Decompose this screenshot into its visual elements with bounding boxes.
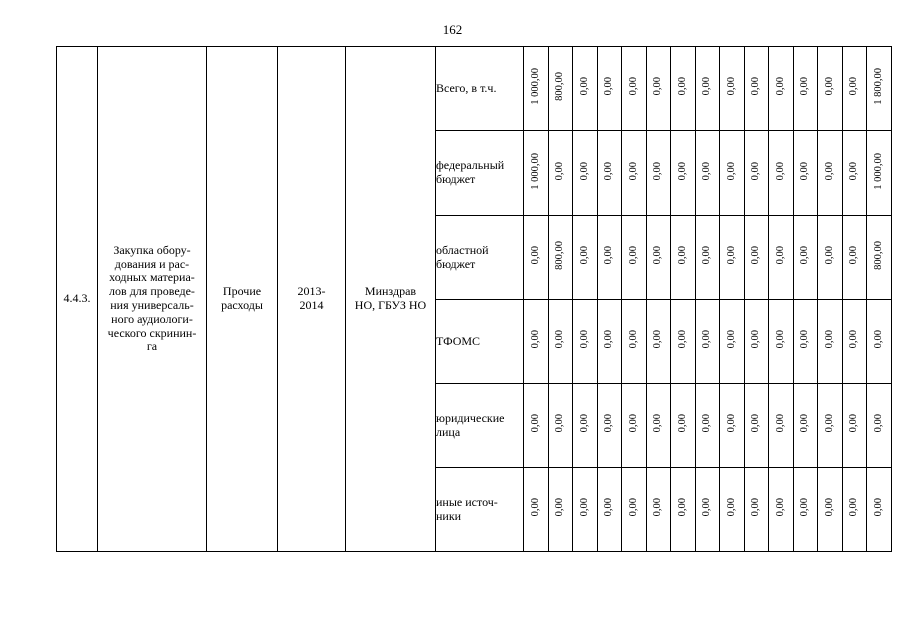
- funding-source-cell: [436, 47, 524, 131]
- amount-cell: [793, 300, 818, 384]
- amount-value: 0,00: [652, 330, 664, 349]
- amount-value: 0,00: [627, 77, 639, 96]
- amount-value: 0,00: [676, 246, 688, 265]
- amount-cell: [671, 131, 696, 216]
- amount-cell: [793, 131, 818, 216]
- amount-value: 0,00: [823, 414, 835, 433]
- amount-cell: [720, 300, 745, 384]
- amount-cell: [524, 468, 549, 552]
- amount-value: 0,00: [823, 161, 835, 181]
- amount-cell: [818, 468, 843, 552]
- amount-cell: [744, 131, 769, 216]
- amount-cell: [646, 384, 671, 468]
- amount-value: 0,00: [676, 161, 688, 181]
- amount-cell: [720, 468, 745, 552]
- amount-cell: [671, 384, 696, 468]
- amount-value: 0,00: [529, 414, 541, 433]
- amount-value: 0,00: [848, 77, 860, 96]
- amount-value: 0,00: [750, 330, 762, 349]
- amount-value: 1 000,00: [529, 68, 541, 105]
- amount-value: 0,00: [848, 246, 860, 265]
- amount-cell: [622, 468, 647, 552]
- amount-cell: [720, 131, 745, 216]
- amount-value: 0,00: [750, 498, 762, 517]
- amount-cell: [842, 47, 867, 131]
- implementation-period: 2013- 2014: [297, 284, 326, 312]
- executor: Минздрав НО, ГБУЗ НО: [354, 284, 427, 312]
- amount-value: 0,00: [799, 246, 811, 265]
- executor-cell: [346, 47, 436, 552]
- amount-cell: [793, 47, 818, 131]
- amount-cell: [842, 468, 867, 552]
- amount-value: 0,00: [750, 246, 762, 265]
- amount-cell: [867, 384, 892, 468]
- amount-cell: [548, 468, 573, 552]
- amount-value: 0,00: [799, 77, 811, 96]
- funding-source-cell: [436, 384, 524, 468]
- amount-cell: [744, 384, 769, 468]
- amount-cell: [597, 216, 622, 300]
- amount-cell: [646, 216, 671, 300]
- amount-value: 0,00: [872, 330, 884, 349]
- amount-value: 0,00: [676, 330, 688, 349]
- amount-value: 0,00: [823, 246, 835, 265]
- amount-cell: [867, 131, 892, 216]
- amount-cell: [769, 131, 794, 216]
- amount-value: 0,00: [823, 330, 835, 349]
- amount-value: 0,00: [603, 246, 615, 265]
- amount-value: 0,00: [627, 414, 639, 433]
- amount-cell: [573, 47, 598, 131]
- amount-cell: [573, 384, 598, 468]
- amount-value: 0,00: [848, 330, 860, 349]
- amount-cell: [793, 216, 818, 300]
- amount-value: 0,00: [848, 161, 860, 181]
- funding-source-label: областной бюджет: [436, 242, 489, 271]
- funding-source-label: федеральный бюджет: [436, 158, 505, 186]
- amount-value: 0,00: [872, 498, 884, 517]
- amount-value: 0,00: [799, 498, 811, 517]
- source-row: [57, 47, 892, 131]
- amount-cell: [597, 300, 622, 384]
- amount-cell: [818, 47, 843, 131]
- amount-cell: [867, 216, 892, 300]
- amount-value: 0,00: [578, 414, 590, 433]
- amount-cell: [818, 131, 843, 216]
- amount-cell: [842, 216, 867, 300]
- amount-cell: [548, 47, 573, 131]
- amount-value: 0,00: [627, 498, 639, 517]
- amount-value: 0,00: [799, 161, 811, 181]
- amount-value: 0,00: [603, 77, 615, 96]
- amount-value: 0,00: [725, 414, 737, 433]
- row-number-cell: [57, 47, 98, 552]
- amount-cell: [744, 300, 769, 384]
- amount-value: 0,00: [652, 414, 664, 433]
- amount-value: 0,00: [774, 77, 786, 96]
- funding-source-label: юридические лица: [436, 410, 505, 439]
- page-number: 162: [442, 22, 463, 37]
- amount-cell: [597, 47, 622, 131]
- amount-cell: [548, 300, 573, 384]
- amount-cell: [842, 300, 867, 384]
- expense-type: Прочие расходы: [221, 284, 263, 312]
- funding-source-label: иные источ- ники: [436, 494, 498, 523]
- amount-value: 0,00: [529, 330, 541, 349]
- amount-cell: [671, 216, 696, 300]
- amount-cell: [548, 384, 573, 468]
- amount-cell: [793, 468, 818, 552]
- amount-value: 1 800,00: [872, 68, 884, 105]
- amount-value: 0,00: [872, 414, 884, 433]
- amount-cell: [524, 47, 549, 131]
- amount-cell: [769, 47, 794, 131]
- amount-value: 0,00: [652, 77, 664, 96]
- amount-cell: [842, 384, 867, 468]
- amount-value: 0,00: [603, 330, 615, 349]
- amount-cell: [646, 468, 671, 552]
- amount-value: 0,00: [529, 498, 541, 517]
- budget-table-body: [57, 47, 892, 552]
- amount-value: 0,00: [750, 77, 762, 96]
- amount-cell: [573, 468, 598, 552]
- funding-source-cell: [436, 216, 524, 300]
- funding-source-label: Всего, в т.ч.: [436, 80, 497, 95]
- amount-value: 800,00: [554, 241, 566, 271]
- funding-source-label: ТФОМС: [436, 333, 481, 348]
- amount-cell: [622, 216, 647, 300]
- amount-cell: [769, 468, 794, 552]
- measure-name-cell: [98, 47, 207, 552]
- amount-cell: [867, 468, 892, 552]
- amount-value: 0,00: [774, 498, 786, 517]
- amount-value: 0,00: [725, 330, 737, 349]
- amount-value: 0,00: [554, 161, 566, 181]
- amount-value: 0,00: [529, 246, 541, 265]
- amount-cell: [695, 468, 720, 552]
- expense-type-cell: [207, 47, 278, 552]
- amount-value: 0,00: [725, 161, 737, 181]
- amount-value: 0,00: [774, 161, 786, 181]
- amount-value: 0,00: [676, 498, 688, 517]
- amount-value: 0,00: [652, 246, 664, 265]
- amount-cell: [744, 47, 769, 131]
- amount-cell: [622, 384, 647, 468]
- amount-value: 0,00: [725, 246, 737, 265]
- row-number: 4.4.3.: [63, 291, 91, 306]
- amount-value: 0,00: [578, 330, 590, 349]
- amount-cell: [671, 300, 696, 384]
- amount-value: 0,00: [750, 161, 762, 181]
- amount-value: 0,00: [799, 330, 811, 349]
- amount-value: 0,00: [554, 498, 566, 517]
- amount-cell: [622, 300, 647, 384]
- amount-cell: [720, 47, 745, 131]
- amount-value: 0,00: [701, 246, 713, 265]
- amount-value: 0,00: [603, 161, 615, 181]
- amount-value: 0,00: [578, 246, 590, 265]
- amount-cell: [548, 216, 573, 300]
- amount-cell: [720, 384, 745, 468]
- amount-cell: [597, 131, 622, 216]
- amount-value: 0,00: [676, 414, 688, 433]
- amount-cell: [695, 216, 720, 300]
- amount-value: 0,00: [578, 161, 590, 181]
- amount-cell: [769, 300, 794, 384]
- funding-source-cell: [436, 131, 524, 216]
- amount-value: 0,00: [750, 414, 762, 433]
- amount-cell: [695, 300, 720, 384]
- amount-value: 0,00: [725, 498, 737, 517]
- amount-cell: [671, 47, 696, 131]
- amount-value: 0,00: [725, 77, 737, 96]
- amount-cell: [818, 216, 843, 300]
- amount-value: 0,00: [603, 414, 615, 433]
- amount-cell: [646, 47, 671, 131]
- measure-name: Закупка обору- дования и рас- ходных материа- лов для проведе- ния универсаль- ного аудиологи- ческого скринин- га: [107, 242, 197, 354]
- amount-value: 0,00: [701, 414, 713, 433]
- amount-value: 0,00: [627, 330, 639, 349]
- amount-value: 800,00: [554, 72, 566, 102]
- amount-cell: [744, 468, 769, 552]
- amount-value: 0,00: [823, 498, 835, 517]
- amount-cell: [793, 384, 818, 468]
- amount-value: 0,00: [652, 161, 664, 181]
- amount-value: 0,00: [603, 498, 615, 517]
- amount-cell: [744, 216, 769, 300]
- amount-value: 0,00: [848, 498, 860, 517]
- amount-cell: [524, 384, 549, 468]
- amount-cell: [622, 47, 647, 131]
- funding-source-cell: [436, 468, 524, 552]
- amount-value: 0,00: [701, 77, 713, 96]
- amount-value: 0,00: [823, 77, 835, 96]
- amount-cell: [818, 384, 843, 468]
- amount-cell: [769, 216, 794, 300]
- amount-value: 0,00: [676, 77, 688, 96]
- amount-cell: [573, 300, 598, 384]
- amount-cell: [818, 300, 843, 384]
- amount-cell: [867, 47, 892, 131]
- amount-value: 0,00: [848, 414, 860, 433]
- amount-value: 0,00: [578, 498, 590, 517]
- implementation-period-cell: [278, 47, 346, 552]
- amount-cell: [573, 131, 598, 216]
- amount-value: 0,00: [774, 246, 786, 265]
- amount-cell: [524, 131, 549, 216]
- amount-value: 0,00: [701, 330, 713, 349]
- funding-source-cell: [436, 300, 524, 384]
- amount-cell: [842, 131, 867, 216]
- amount-value: 0,00: [554, 414, 566, 433]
- amount-cell: [646, 300, 671, 384]
- amount-value: 0,00: [701, 498, 713, 517]
- amount-value: 1 000,00: [872, 152, 884, 190]
- budget-table: [56, 46, 892, 552]
- amount-value: 0,00: [799, 414, 811, 433]
- amount-cell: [548, 131, 573, 216]
- amount-cell: [573, 216, 598, 300]
- amount-cell: [695, 384, 720, 468]
- amount-value: 0,00: [774, 414, 786, 433]
- amount-value: 0,00: [774, 330, 786, 349]
- amount-value: 0,00: [627, 246, 639, 265]
- amount-value: 0,00: [701, 161, 713, 181]
- amount-cell: [646, 131, 671, 216]
- amount-value: 0,00: [578, 77, 590, 96]
- amount-cell: [622, 131, 647, 216]
- amount-value: 0,00: [554, 330, 566, 349]
- amount-cell: [524, 216, 549, 300]
- amount-value: 800,00: [872, 241, 884, 271]
- amount-cell: [671, 468, 696, 552]
- amount-cell: [867, 300, 892, 384]
- amount-cell: [720, 216, 745, 300]
- amount-cell: [524, 300, 549, 384]
- amount-value: 0,00: [652, 498, 664, 517]
- amount-cell: [695, 131, 720, 216]
- amount-cell: [597, 384, 622, 468]
- amount-cell: [695, 47, 720, 131]
- amount-cell: [769, 384, 794, 468]
- amount-value: 1 000,00: [529, 152, 541, 190]
- amount-value: 0,00: [627, 161, 639, 181]
- amount-cell: [597, 468, 622, 552]
